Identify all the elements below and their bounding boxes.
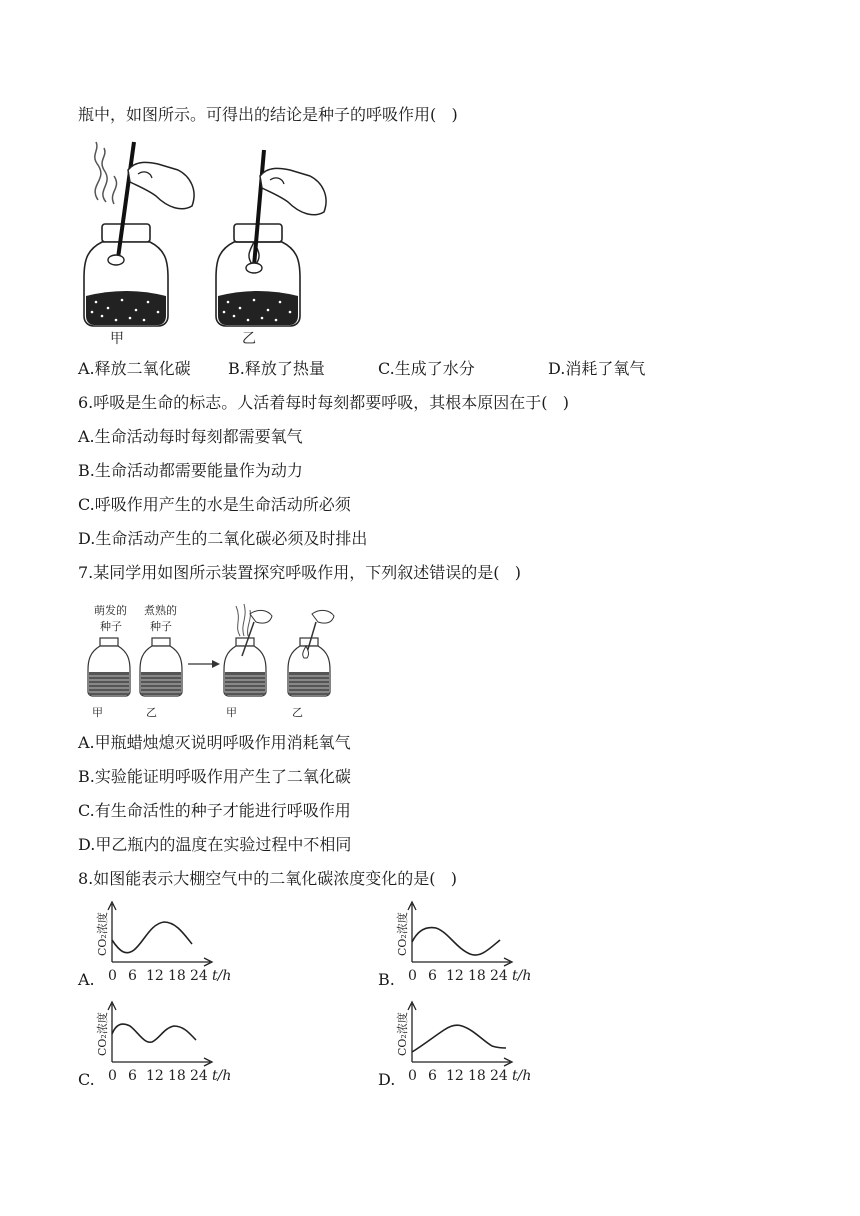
q7-option-c[interactable]: C.有生命活性的种子才能进行呼吸作用 xyxy=(78,801,351,820)
q6-stem: 6.呼吸是生命的标志。人活着每时每刻都要呼吸，其根本原因在于( ) xyxy=(78,393,570,412)
svg-text:0: 0 xyxy=(408,1068,417,1084)
q6-option-c[interactable]: C.呼吸作用产生的水是生命活动所必须 xyxy=(78,495,351,514)
q8-graph-a-ylabel: CO₂浓度 xyxy=(96,912,109,956)
q5-option-d[interactable]: D.消耗了氧气 xyxy=(548,359,646,378)
q8-graph-b[interactable] xyxy=(392,900,542,990)
q8-option-d-letter[interactable]: D. xyxy=(378,1070,396,1089)
q8-graph-a[interactable] xyxy=(92,900,242,990)
svg-text:18: 18 xyxy=(168,1068,186,1084)
svg-text:t/h: t/h xyxy=(512,968,532,984)
q7-bottle-label-1: 甲 xyxy=(92,706,103,719)
svg-text:18: 18 xyxy=(468,968,486,984)
svg-text:6: 6 xyxy=(428,968,437,984)
svg-text:12: 12 xyxy=(146,1068,164,1084)
q5-option-c[interactable]: C.生成了水分 xyxy=(378,359,475,378)
svg-text:6: 6 xyxy=(128,968,137,984)
q7-bottle-label-2: 乙 xyxy=(146,706,157,719)
svg-text:24: 24 xyxy=(490,968,508,984)
svg-text:24: 24 xyxy=(190,968,208,984)
q5-option-a[interactable]: A.释放二氧化碳 xyxy=(78,359,191,378)
svg-text:12: 12 xyxy=(446,1068,464,1084)
q6-option-b[interactable]: B.生命活动都需要能量作为动力 xyxy=(78,461,303,480)
q7-bottle-1 xyxy=(88,638,130,696)
q8-graph-c-ylabel: CO₂浓度 xyxy=(96,1012,109,1056)
q8-graph-b-ylabel: CO₂浓度 xyxy=(396,912,409,956)
q7-option-d[interactable]: D.甲乙瓶内的温度在实验过程中不相同 xyxy=(78,835,352,854)
q5-figure xyxy=(78,140,338,348)
svg-text:18: 18 xyxy=(468,1068,486,1084)
q7-bottle-4 xyxy=(288,610,334,696)
figure-label-jia: 甲 xyxy=(110,331,124,347)
q6-option-a[interactable]: A.生命活动每时每刻都需要氧气 xyxy=(78,427,303,446)
q8-graph-d[interactable] xyxy=(392,1000,542,1090)
q5-option-b[interactable]: B.释放了热量 xyxy=(228,359,325,378)
svg-text:0: 0 xyxy=(408,968,417,984)
q7-bottle-2 xyxy=(140,638,182,696)
svg-text:24: 24 xyxy=(190,1068,208,1084)
q8-option-b-letter[interactable]: B. xyxy=(378,970,395,989)
svg-text:t/h: t/h xyxy=(212,968,232,984)
svg-text:18: 18 xyxy=(168,968,186,984)
q7-bottle-label-3: 甲 xyxy=(226,706,237,719)
q8-graph-c[interactable] xyxy=(92,1000,242,1090)
svg-text:0: 0 xyxy=(108,968,117,984)
svg-text:24: 24 xyxy=(490,1068,508,1084)
svg-text:t/h: t/h xyxy=(212,1068,232,1084)
svg-text:t/h: t/h xyxy=(512,1068,532,1084)
q7-figure xyxy=(84,600,344,722)
q7-option-b[interactable]: B.实验能证明呼吸作用产生了二氧化碳 xyxy=(78,767,351,786)
figure-label-yi: 乙 xyxy=(242,331,256,347)
q6-option-d[interactable]: D.生命活动产生的二氧化碳必须及时排出 xyxy=(78,529,368,548)
svg-text:12: 12 xyxy=(446,968,464,984)
q8-option-c-letter[interactable]: C. xyxy=(78,1070,95,1089)
q7-seed-label-2b: 种子 xyxy=(150,620,172,633)
q7-seed-label-2a: 煮熟的 xyxy=(144,604,177,617)
q7-seed-label-1a: 萌发的 xyxy=(94,604,127,617)
svg-text:12: 12 xyxy=(146,968,164,984)
q8-stem: 8.如图能表示大棚空气中的二氧化碳浓度变化的是( ) xyxy=(78,869,458,888)
q7-seed-label-1b: 种子 xyxy=(100,620,122,633)
q7-bottle-3 xyxy=(224,604,272,696)
q7-stem: 7.某同学用如图所示装置探究呼吸作用，下列叙述错误的是( ) xyxy=(78,563,522,582)
q7-option-a[interactable]: A.甲瓶蜡烛熄灭说明呼吸作用消耗氧气 xyxy=(78,733,351,752)
q7-bottle-label-4: 乙 xyxy=(292,706,303,719)
jar-yi xyxy=(216,150,326,326)
q8-graph-d-ylabel: CO₂浓度 xyxy=(396,1012,409,1056)
jar-jia xyxy=(84,142,194,326)
q5-stem: 瓶中，如图所示。可得出的结论是种子的呼吸作用( ) xyxy=(78,105,458,124)
q8-option-a-letter[interactable]: A. xyxy=(78,970,95,989)
svg-text:6: 6 xyxy=(428,1068,437,1084)
svg-text:0: 0 xyxy=(108,1068,117,1084)
svg-text:6: 6 xyxy=(128,1068,137,1084)
